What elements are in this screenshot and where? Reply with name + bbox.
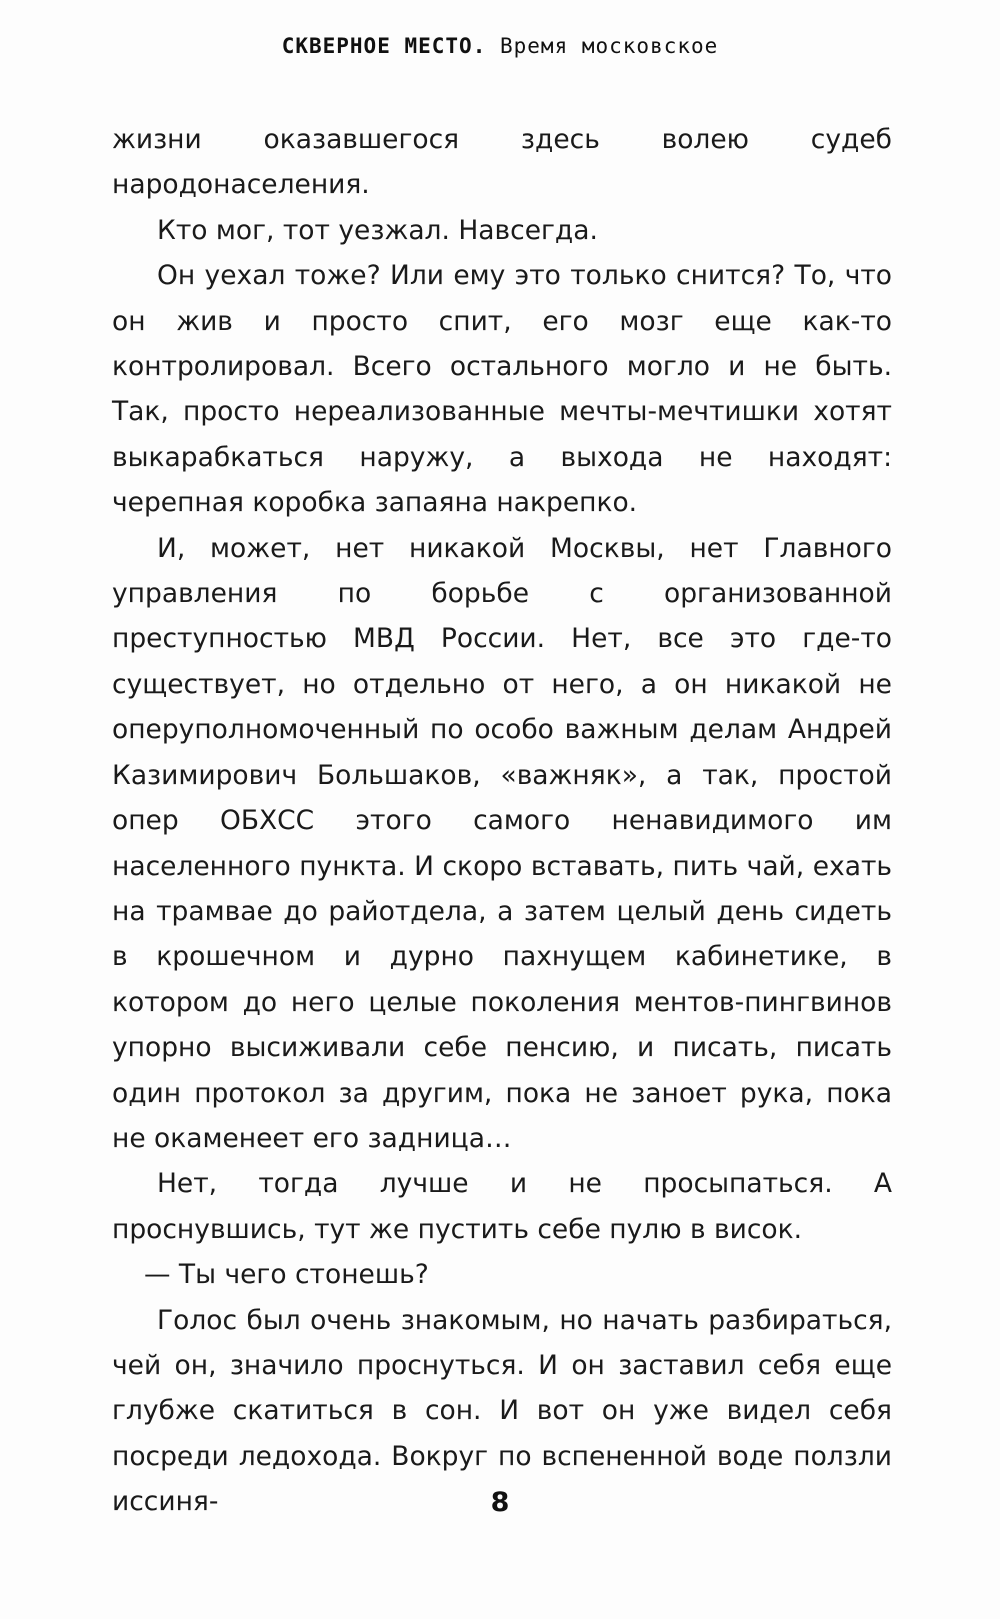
paragraph-continuation: жизни оказавшегося здесь волею судеб народонаселения. <box>112 124 892 201</box>
book-title: СКВЕРНОЕ МЕСТО. <box>281 34 487 58</box>
part-title: Время московское <box>500 34 719 58</box>
paragraph: И, может, нет никакой Москвы, нет Главного управления по борьбе с организованной преступностью МВД России. Нет, все это где-то существует, но отдельно от него, а он никакой не оперуполномоченный по особо важным делам Андрей Казимирович Большаков, «важняк», а так, простой опер ОБХСС этого самого ненавидимого им населенного пункта. И скоро вставать, пить чай, ехать на трамвае до райотдела, а затем целый день сидеть в крошечном и дурно пахнущем кабинетике, в котором до него целые поколения ментов-пингвинов упорно высиживали себе пенсию, и писать, писать один протокол за другим, пока не заноет рука, пока не окаменеет его задница… <box>112 532 892 1154</box>
paragraph: Голос был очень знакомым, но начать разбираться, чей он, значило проснуться. И он заставил себя еще глубже скатиться в сон. И вот он уже видел себя посреди ледохода. Вокруг по вспененной воде ползли иссиня- <box>112 1304 892 1518</box>
dialog-line: — Ты чего стонешь? <box>144 1259 429 1291</box>
body-text <box>112 117 892 1525</box>
paragraph: Он уехал тоже? Или ему это только снится? То, что он жив и просто спит, его мозг еще как-то контролировал. Всего остального могло и не быть. Так, просто нереализованные мечты-мечтишки хотят выкарабкаться наружу, а выхода не находят: черепная коробка запаяна накрепко. <box>112 260 892 519</box>
paragraph: Кто мог, тот уезжал. Навсегда. <box>157 214 598 246</box>
running-head <box>0 34 1000 58</box>
paragraph: Нет, тогда лучше и не просыпаться. А проснувшись, тут же пустить себе пулю в висок. <box>112 1168 892 1245</box>
page-number: 8 <box>490 1487 510 1518</box>
